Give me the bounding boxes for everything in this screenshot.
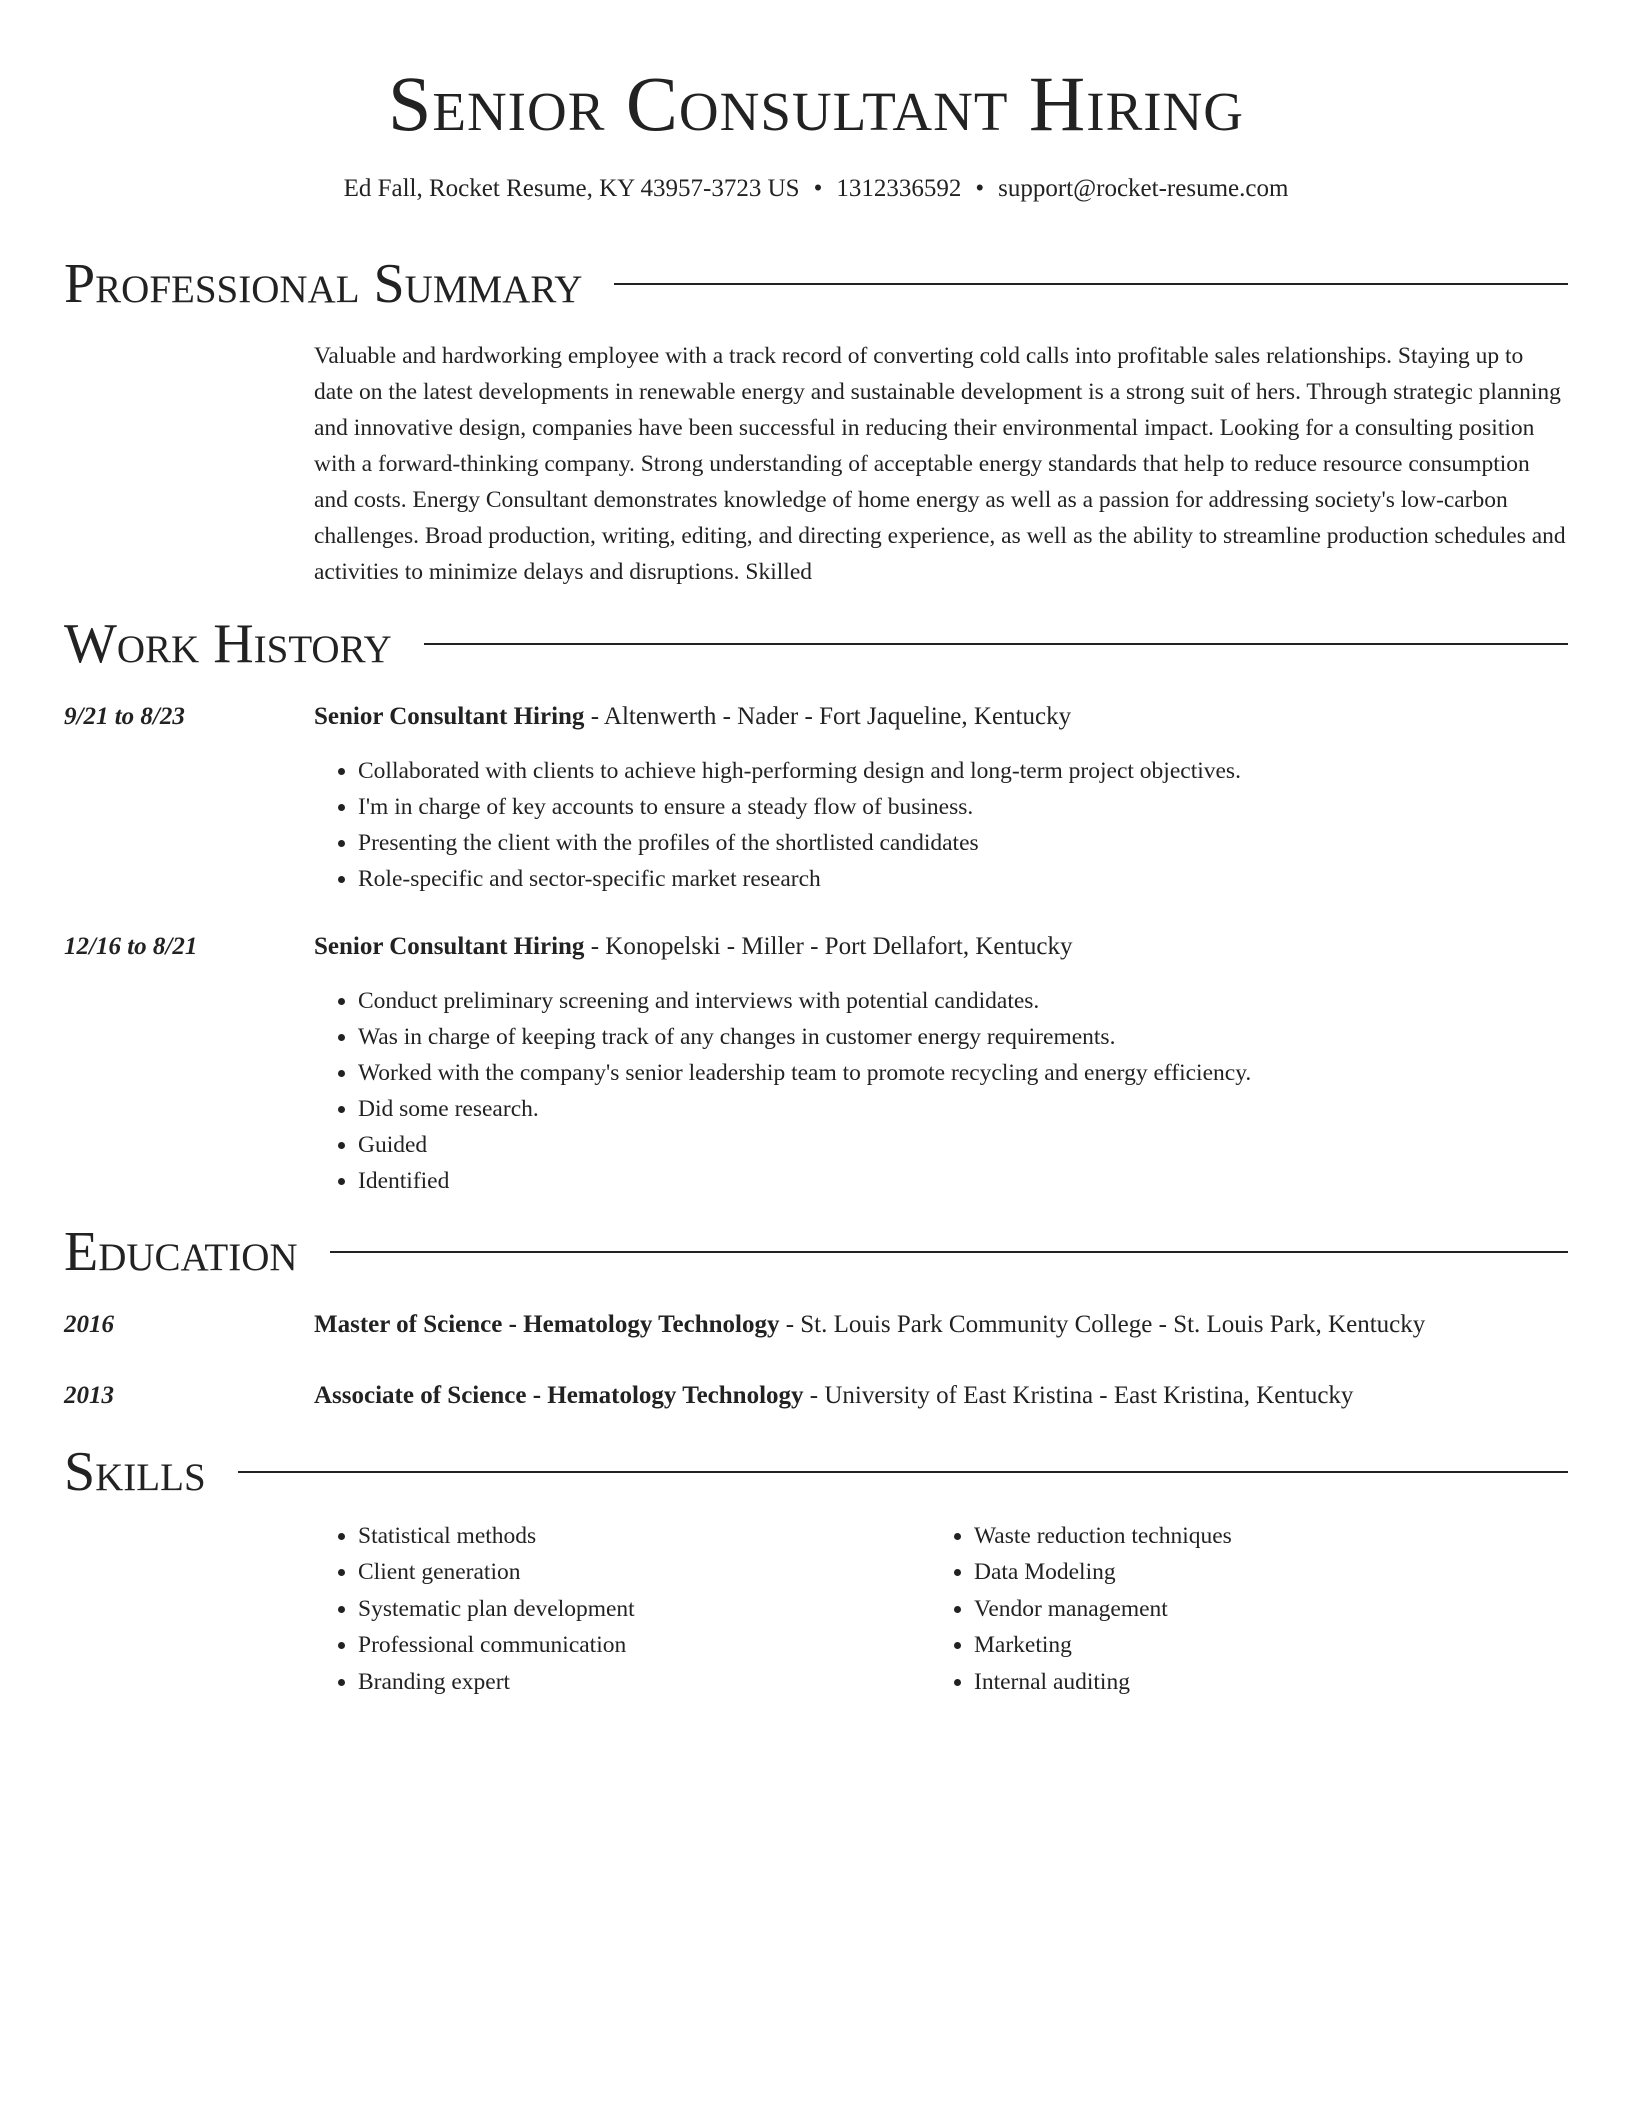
skill-item: • Statistical methods xyxy=(358,1518,918,1554)
contact-separator: • xyxy=(813,175,823,202)
section-title-summary: Professional Summary xyxy=(64,253,583,315)
section-divider xyxy=(330,1251,1568,1253)
section-divider xyxy=(614,283,1568,285)
job-dates: 12/16 to 8/21 xyxy=(64,933,198,960)
job-details: - Altenwerth - Nader - Fort Jaqueline, Kentucky xyxy=(584,703,1072,730)
contact-separator: • xyxy=(975,175,985,202)
education-degree: Associate of Science - Hematology Technology xyxy=(314,1382,804,1409)
list-item: • Did some research. xyxy=(358,1091,1568,1127)
job-role: Senior Consultant Hiring xyxy=(314,703,585,730)
list-item: • Guided xyxy=(358,1127,1568,1163)
contact-phone: 1312336592 xyxy=(836,175,962,202)
education-degree: Master of Science - Hematology Technology xyxy=(314,1311,780,1338)
skill-item: • Internal auditing xyxy=(974,1664,1534,1700)
job-bullets xyxy=(314,983,1568,1199)
education-year: 2016 xyxy=(64,1311,114,1338)
skill-item: • Professional communication xyxy=(358,1627,918,1663)
education-details: - University of East Kristina - East Kristina, Kentucky xyxy=(803,1382,1354,1409)
education-headline xyxy=(314,1378,1568,1414)
education-section-header xyxy=(64,1220,1568,1284)
skill-item: • Client generation xyxy=(358,1554,918,1590)
work-section-header xyxy=(64,612,1568,676)
list-item: • Worked with the company's senior leadership team to promote recycling and energy efficiency. xyxy=(358,1055,1568,1091)
list-item: • Presenting the client with the profiles of the shortlisted candidates xyxy=(358,825,1568,861)
candidate-name: Senior Consultant Hiring xyxy=(387,60,1245,147)
section-divider xyxy=(238,1471,1568,1473)
list-item: • I'm in charge of key accounts to ensure a steady flow of business. xyxy=(358,789,1568,825)
skills-list-left xyxy=(314,1518,918,1700)
list-item: • Was in charge of keeping track of any changes in customer energy requirements. xyxy=(358,1019,1568,1055)
list-item: • Identified xyxy=(358,1163,1568,1199)
section-title-work: Work History xyxy=(64,613,392,675)
section-title-skills: Skills xyxy=(64,1441,206,1503)
job-headline xyxy=(314,699,1568,735)
skills-list-right xyxy=(930,1518,1534,1700)
list-item: • Conduct preliminary screening and interviews with potential candidates. xyxy=(358,983,1568,1019)
contact-email: support@rocket-resume.com xyxy=(998,175,1289,202)
job-details: - Konopelski - Miller - Port Dellafort, Kentucky xyxy=(584,933,1073,960)
contact-address: Ed Fall, Rocket Resume, KY 43957-3723 US xyxy=(343,175,800,202)
skill-item: • Systematic plan development xyxy=(358,1591,918,1627)
summary-section-header xyxy=(64,252,1568,316)
job-bullets xyxy=(314,753,1568,897)
skills-section-header xyxy=(64,1440,1568,1504)
skill-item: • Branding expert xyxy=(358,1664,918,1700)
job-headline xyxy=(314,929,1568,965)
contact-line xyxy=(0,172,1632,206)
skill-item: • Data Modeling xyxy=(974,1554,1534,1590)
skill-item: • Marketing xyxy=(974,1627,1534,1663)
education-headline xyxy=(314,1307,1568,1343)
job-role: Senior Consultant Hiring xyxy=(314,933,585,960)
job-dates: 9/21 to 8/23 xyxy=(64,703,185,730)
summary-text: Valuable and hardworking employee with a track record of converting cold calls into profitable sales relationships. Staying up to date on the latest developments in renewable energy and sustainable development is a strong suit of hers. Through strategic planning and innovative design, companies have been successful in reducing their environmental impact. Looking for a consulting position with a forward-thinking company. Strong understanding of acceptable energy standards that help to reduce resource consumption and costs. Energy Consultant demonstrates knowledge of home energy as well as a passion for addressing society's low-carbon challenges. Broad production, writing, editing, and directing experience, as well as the ability to streamline production schedules and activities to minimize delays and disruptions. Skilled xyxy=(314,343,1566,585)
section-divider xyxy=(424,643,1568,645)
list-item: • Collaborated with clients to achieve high-performing design and long-term project objectives. xyxy=(358,753,1568,789)
skill-item: • Waste reduction techniques xyxy=(974,1518,1534,1554)
education-year: 2013 xyxy=(64,1382,114,1409)
skill-item: • Vendor management xyxy=(974,1591,1534,1627)
education-details: - St. Louis Park Community College - St. Louis Park, Kentucky xyxy=(779,1311,1426,1338)
list-item: • Role-specific and sector-specific market research xyxy=(358,861,1568,897)
section-title-education: Education xyxy=(64,1221,298,1283)
